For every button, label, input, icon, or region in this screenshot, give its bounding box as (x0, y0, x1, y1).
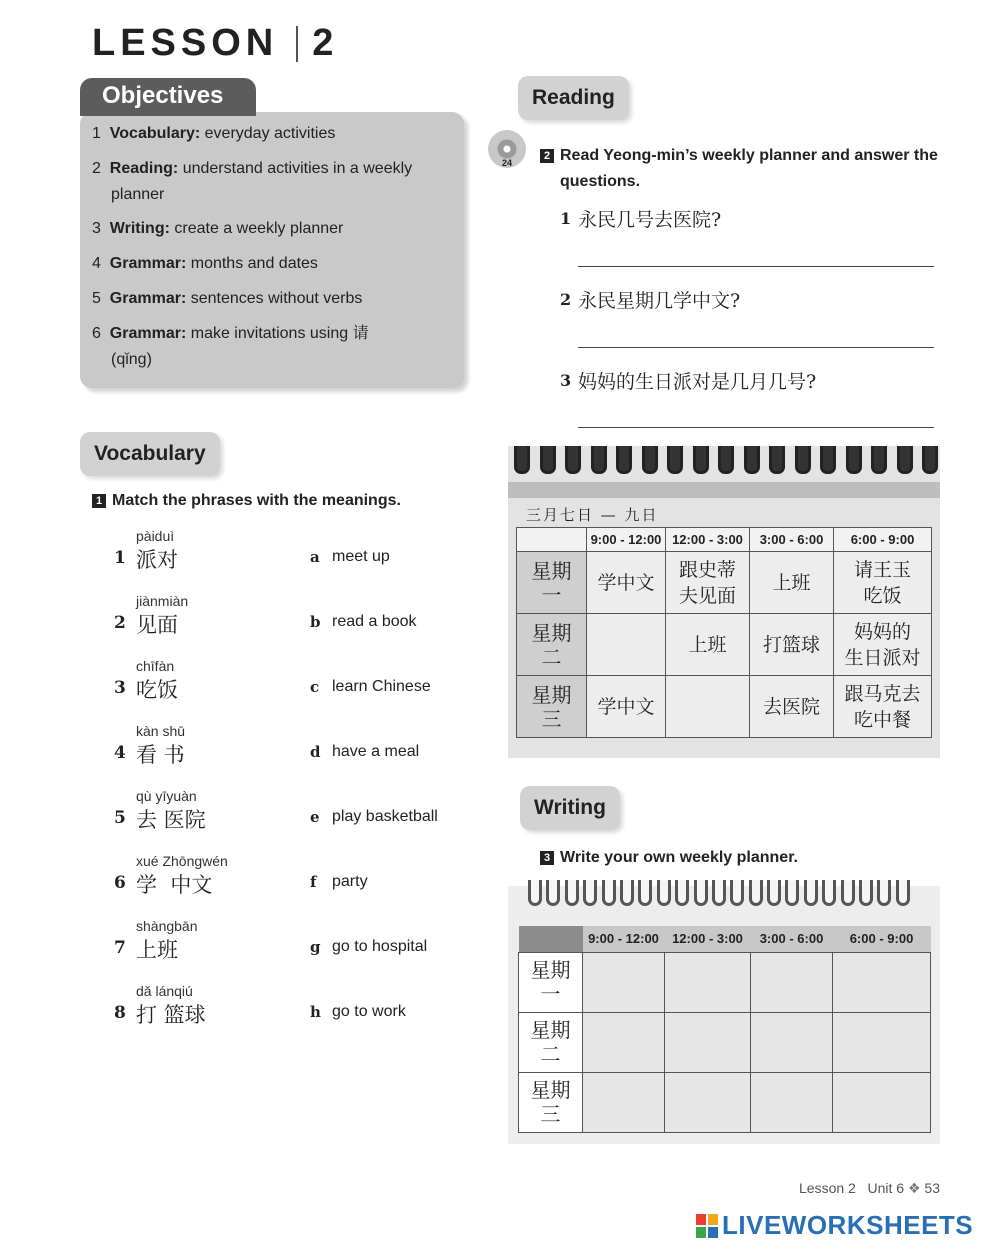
planner-corner (517, 528, 587, 552)
time-slot: 9:00 - 12:00 (583, 926, 665, 952)
phrase-hanzi[interactable]: 打 篮球 (136, 1003, 206, 1027)
planner-spiral (528, 880, 910, 906)
question-text: 妈妈的生日派对是几月几号? (578, 371, 817, 393)
spiral-ring (602, 880, 616, 906)
planner-cell (750, 676, 834, 738)
phrase-hanzi[interactable]: 上班 (136, 938, 178, 962)
spiral-ring (642, 446, 658, 474)
time-slot: 12:00 - 3:00 (665, 926, 751, 952)
reading-title: Reading (518, 76, 629, 120)
lesson-number: 2 (312, 22, 339, 64)
spiral-ring (922, 446, 938, 474)
phrase-hanzi[interactable]: 学 中文 (136, 873, 213, 897)
diamond-icon: ❖ (907, 1180, 921, 1196)
spiral-ring (565, 446, 581, 474)
writable-cell[interactable] (833, 952, 931, 1012)
spiral-ring (785, 880, 799, 906)
spiral-ring (769, 446, 785, 474)
activity-text: 夫见面 (678, 584, 736, 607)
time-slot: 3:00 - 6:00 (750, 528, 834, 552)
planner-cell (834, 676, 932, 738)
planner-day (517, 552, 587, 614)
meaning-text[interactable]: go to work (332, 1003, 406, 1020)
activity-text: 请王玉 (853, 558, 911, 581)
writable-cell[interactable] (665, 952, 751, 1012)
meaning-text[interactable]: go to hospital (332, 938, 428, 955)
activity-text: 跟史蒂 (678, 558, 736, 581)
planner-cell (666, 676, 750, 738)
day-label: 星期 (530, 1018, 571, 1042)
question-number: 3 (560, 371, 572, 390)
planner-cell (587, 676, 666, 738)
activity-text: 吃中餐 (853, 708, 911, 731)
planner-cell (834, 614, 932, 676)
meaning-letter: b (310, 613, 321, 631)
spiral-ring (514, 446, 530, 474)
phrase-number: 2 (114, 613, 126, 633)
objective-item: 4 Grammar: months and dates (92, 255, 318, 272)
spiral-ring (846, 446, 862, 474)
spiral-ring (694, 880, 708, 906)
title-divider (296, 26, 298, 62)
planner-day (517, 614, 587, 676)
meaning-text[interactable]: party (332, 873, 368, 890)
planner-corner (519, 926, 583, 952)
question-number: 1 (560, 209, 572, 228)
spiral-ring (616, 446, 632, 474)
spiral-ring (820, 446, 836, 474)
audio-cd-icon[interactable] (488, 130, 526, 168)
spiral-ring (528, 880, 542, 906)
phrase-number: 7 (114, 938, 126, 958)
meaning-letter: f (310, 873, 317, 891)
time-slot: 6:00 - 9:00 (833, 926, 931, 952)
spiral-ring (795, 446, 811, 474)
day-label: 二 (540, 1042, 561, 1066)
day-label: 星期 (531, 682, 572, 707)
planner-row (517, 614, 932, 676)
writable-cell[interactable] (665, 1012, 751, 1072)
writing-title: Writing (520, 786, 620, 830)
spiral-ring (859, 880, 873, 906)
writable-cell[interactable] (751, 1012, 833, 1072)
planner-day (519, 1012, 583, 1072)
spiral-ring (591, 446, 607, 474)
activity-text: 妈妈的 (853, 620, 911, 643)
answer-line[interactable] (578, 347, 934, 348)
planner-date-range: 三月七日 — 九日 (526, 506, 659, 524)
lesson-word: LESSON (92, 22, 279, 64)
liveworksheets-logo[interactable] (696, 1210, 973, 1241)
spiral-ring (877, 880, 891, 906)
spiral-ring (871, 446, 887, 474)
day-label: 星期 (531, 558, 572, 583)
time-slot: 9:00 - 12:00 (587, 528, 666, 552)
spiral-ring (744, 446, 760, 474)
spiral-ring (565, 880, 579, 906)
phrase-number: 5 (114, 808, 126, 828)
objective-item: 5 Grammar: sentences without verbs (92, 290, 363, 307)
spiral-ring (675, 880, 689, 906)
activity-text: 生日派对 (844, 646, 921, 669)
writable-cell[interactable] (583, 952, 665, 1012)
writable-cell[interactable] (583, 1072, 665, 1132)
spiral-ring (749, 880, 763, 906)
phrase-hanzi[interactable]: 见面 (136, 613, 178, 637)
lesson-title (92, 22, 338, 65)
day-label: 星期 (530, 958, 571, 982)
exercise-number: 3 (540, 851, 554, 865)
track-number: 24 (501, 158, 512, 168)
spiral-ring (657, 880, 671, 906)
day-label: 三 (540, 1102, 561, 1126)
activity-text: 跟马克去 (844, 682, 921, 705)
question-text: 永民星期几学中文? (578, 290, 741, 312)
meaning-letter: e (310, 808, 320, 826)
spiral-ring (841, 880, 855, 906)
vocabulary-instruction: 1 Match the phrases with the meanings. (92, 492, 401, 510)
answer-line[interactable] (578, 427, 934, 428)
phrase-hanzi[interactable]: 看 书 (136, 743, 185, 767)
own-planner-row (519, 952, 931, 1012)
phrase-hanzi[interactable]: 去 医院 (136, 808, 206, 832)
spiral-ring (896, 880, 910, 906)
planner-cell (666, 614, 750, 676)
planner-cell (834, 552, 932, 614)
own-planner-table (518, 926, 931, 1133)
objective-item: 3 Writing: create a weekly planner (92, 220, 344, 237)
activity-text: 去医院 (762, 695, 820, 718)
activity-text: 学中文 (597, 571, 655, 594)
phrase-hanzi[interactable]: 派对 (136, 548, 178, 572)
activity-text: 学中文 (597, 695, 655, 718)
objective-item: 6 Grammar: make invitations using 请 (92, 325, 369, 342)
day-label: 一 (540, 982, 561, 1006)
phrase-number: 1 (114, 548, 126, 568)
spiral-ring (730, 880, 744, 906)
spiral-ring (804, 880, 818, 906)
planner-day (517, 676, 587, 738)
objective-item: 2 Reading: understand activities in a weekly (92, 160, 413, 177)
spiral-ring (767, 880, 781, 906)
planner-header-row (517, 528, 932, 552)
page-number: 53 (924, 1180, 940, 1196)
spiral-ring (620, 880, 634, 906)
phrase-pinyin: qù yīyuàn (136, 788, 197, 804)
meaning-letter: c (310, 678, 320, 696)
writable-cell[interactable] (665, 1072, 751, 1132)
objectives-title: Objectives (80, 78, 256, 116)
exercise-number: 1 (92, 494, 106, 508)
footer-unit: Unit 6 (867, 1180, 905, 1196)
own-planner-row (519, 1012, 931, 1072)
page-footer (799, 1180, 940, 1197)
meaning-text[interactable]: have a meal (332, 743, 420, 760)
planner-row (517, 552, 932, 614)
spiral-ring (712, 880, 726, 906)
phrase-number: 6 (114, 873, 126, 893)
objective-item: 1 Vocabulary: everyday activities (92, 125, 336, 142)
phrase-pinyin: kàn shū (136, 723, 186, 739)
meaning-letter: h (310, 1003, 321, 1021)
planner-cell (750, 614, 834, 676)
own-planner-row (519, 1072, 931, 1132)
planner-day (519, 1072, 583, 1132)
phrase-number: 4 (114, 743, 126, 763)
phrase-pinyin: xué Zhōngwén (136, 853, 228, 869)
planner-cell (750, 552, 834, 614)
day-label: 星期 (530, 1078, 571, 1102)
meaning-letter: g (310, 938, 321, 956)
meaning-text[interactable]: learn Chinese (332, 678, 431, 695)
spiral-ring (546, 880, 560, 906)
phrase-hanzi[interactable]: 吃饭 (136, 678, 178, 702)
day-label: 三 (541, 706, 562, 731)
question-number: 2 (560, 290, 572, 309)
objective-item-cont: planner (111, 186, 165, 203)
spiral-ring (638, 880, 652, 906)
phrase-number: 3 (114, 678, 126, 698)
spiral-ring (583, 880, 597, 906)
writable-cell[interactable] (751, 952, 833, 1012)
planner-spiral (514, 446, 938, 474)
meaning-letter: a (310, 548, 320, 566)
vocabulary-title: Vocabulary (80, 432, 220, 476)
meaning-text[interactable]: play basketball (332, 808, 438, 825)
spiral-ring (897, 446, 913, 474)
meaning-letter: d (310, 743, 321, 761)
exercise-number: 2 (540, 149, 554, 163)
meaning-text[interactable]: read a book (332, 613, 417, 630)
planner-binding (508, 482, 940, 498)
activity-text: 上班 (688, 633, 727, 656)
planner-cell (587, 614, 666, 676)
planner-day (519, 952, 583, 1012)
spiral-ring (718, 446, 734, 474)
objective-item-cont: (qǐng) (111, 351, 152, 368)
spiral-ring (667, 446, 683, 474)
brand-name: LIVEWORKSHEETS (722, 1210, 974, 1240)
spiral-ring (822, 880, 836, 906)
planner-row (517, 676, 932, 738)
phrase-pinyin: shàngbān (136, 918, 198, 934)
spiral-ring (540, 446, 556, 474)
spiral-ring (693, 446, 709, 474)
writable-cell[interactable] (833, 1072, 931, 1132)
day-label: 二 (541, 644, 562, 669)
liveworksheets-icon (696, 1214, 718, 1238)
planner-cell (666, 552, 750, 614)
meaning-text[interactable]: meet up (332, 548, 390, 565)
phrase-pinyin: dǎ lánqiú (136, 983, 193, 999)
day-label: 星期 (531, 620, 572, 645)
footer-lesson: Lesson 2 (799, 1180, 856, 1196)
answer-line[interactable] (578, 266, 934, 267)
time-slot: 3:00 - 6:00 (751, 926, 833, 952)
activity-text: 吃饭 (863, 584, 902, 607)
phrase-number: 8 (114, 1003, 126, 1023)
phrase-pinyin: jiànmiàn (136, 593, 189, 609)
phrase-pinyin: chīfàn (136, 658, 175, 674)
writable-cell[interactable] (583, 1012, 665, 1072)
time-slot: 12:00 - 3:00 (666, 528, 750, 552)
writable-cell[interactable] (751, 1072, 833, 1132)
own-planner-header-row (519, 926, 931, 952)
time-slot: 6:00 - 9:00 (834, 528, 932, 552)
phrase-pinyin: pàiduì (136, 528, 175, 544)
activity-text: 上班 (772, 571, 811, 594)
day-label: 一 (541, 582, 562, 607)
planner-cell (587, 552, 666, 614)
writable-cell[interactable] (833, 1012, 931, 1072)
activity-text: 打篮球 (762, 633, 820, 656)
reading-instruction: 2 Read Yeong-min’s weekly planner and answer the questions. (540, 143, 950, 195)
question-text: 永民几号去医院? (578, 209, 722, 231)
planner-table (516, 527, 932, 738)
writing-instruction: 3 Write your own weekly planner. (540, 849, 798, 867)
